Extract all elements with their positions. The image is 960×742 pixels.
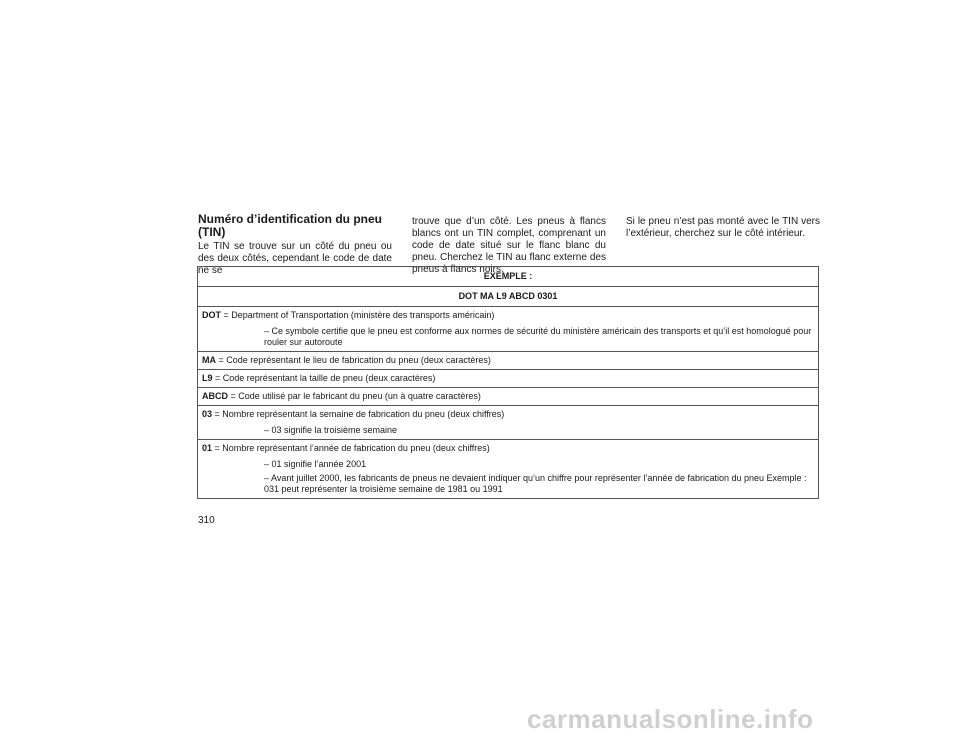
code-note: – 01 signifie l’année 2001 xyxy=(264,459,367,469)
section-title: Numéro d’identification du pneu (TIN) xyxy=(198,212,382,239)
code-key: ABCD xyxy=(202,391,228,401)
example-heading: EXEMPLE : xyxy=(198,267,819,287)
code-description: = Nombre représentant la semaine de fabrication du pneu (deux chiffres) xyxy=(214,409,505,419)
code-note: – Ce symbole certifie que le pneu est conforme aux normes de sécurité du ministère américain des transports et qu’il est homologué pour rouler sur autoroute xyxy=(264,326,812,347)
code-note: – 03 signifie la troisième semaine xyxy=(264,425,398,435)
table-row xyxy=(198,352,819,370)
table-row xyxy=(198,307,819,352)
example-code: DOT MA L9 ABCD 0301 xyxy=(198,287,819,307)
code-key: 03 xyxy=(202,409,213,419)
code-description: = Department of Transportation (ministère des transports américain) xyxy=(223,310,495,320)
paragraph-3: Si le pneu n’est pas monté avec le TIN vers l’extérieur, cherchez sur le côté intérieur. xyxy=(626,216,820,239)
paragraph-2: trouve que d’un côté. Les pneus à flancs blancs ont un TIN complet, comprenant un code de date situé sur le flanc blanc du pneu. Cherchez le TIN au flanc externe des pneus à flancs noirs. xyxy=(412,216,606,275)
table-row xyxy=(198,440,819,499)
table-row xyxy=(198,406,819,440)
code-description: = Code représentant le lieu de fabrication du pneu (deux caractères) xyxy=(218,355,491,365)
example-table xyxy=(197,266,819,499)
code-key: L9 xyxy=(202,373,213,383)
code-description: = Nombre représentant l’année de fabrication du pneu (deux chiffres) xyxy=(214,443,490,453)
watermark: carmanualsonline.info xyxy=(527,704,814,734)
page-number: 310 xyxy=(198,515,215,526)
paragraph-1: Le TIN se trouve sur un côté du pneu ou des deux côtés, cependant le code de date ne se xyxy=(198,241,392,276)
code-note: – Avant juillet 2000, les fabricants de pneus ne devaient indiquer qu’un chiffre pour représenter l’année de fabrication du pneu Exemple : 031 peut représenter la troisième semaine de 1981 ou 1991 xyxy=(264,473,807,494)
code-description: = Code représentant la taille de pneu (deux caractères) xyxy=(215,373,436,383)
code-key: DOT xyxy=(202,310,221,320)
code-description: = Code utilisé par le fabricant du pneu (un à quatre caractères) xyxy=(230,391,481,401)
table-row xyxy=(198,370,819,388)
code-key: MA xyxy=(202,355,216,365)
code-key: 01 xyxy=(202,443,213,453)
text-column-3 xyxy=(626,216,820,240)
table-row xyxy=(198,388,819,406)
